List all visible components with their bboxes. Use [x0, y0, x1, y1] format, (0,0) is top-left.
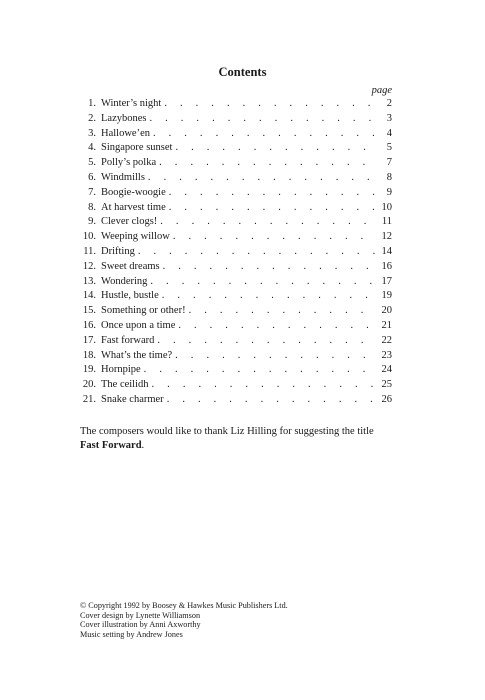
entry-page-number: 2: [386, 98, 392, 109]
contents-entry: [80, 319, 392, 334]
entry-number: 15.: [82, 305, 96, 317]
dot-leader: [175, 349, 375, 364]
dot-leader: [173, 230, 375, 245]
dot-leader: [178, 319, 375, 334]
entry-number: 5.: [88, 157, 96, 169]
entry-number: 18.: [82, 349, 96, 361]
contents-entry: [80, 141, 392, 156]
entry-number: 10.: [82, 231, 96, 243]
entry-title: Fast forward: [101, 334, 155, 346]
entry-page-number: 17: [381, 275, 392, 287]
entry-title: Drifting: [101, 245, 135, 257]
entry-number: 1.: [88, 98, 96, 109]
entry-title: What’s the time?: [101, 349, 173, 361]
entry-page-number: 10: [381, 201, 392, 213]
entry-number: 19.: [82, 364, 96, 376]
cover-design-line: Cover design by Lynette Williamson: [80, 610, 201, 620]
dot-leader: [159, 156, 375, 171]
acknowledgement-text: The composers would like to thank Liz Hilling for suggesting the title: [80, 426, 374, 437]
entry-page-number: 9: [386, 186, 392, 198]
entry-title: Weeping willow: [101, 231, 170, 243]
dot-leader: [153, 127, 375, 142]
entry-page-number: 26: [381, 393, 392, 405]
contents-entry: [80, 215, 392, 230]
entry-number: 14.: [82, 290, 96, 302]
contents-entry: [80, 378, 392, 393]
contents-entry: [80, 171, 392, 186]
contents-entry: [80, 289, 392, 304]
entry-title: Singapore sunset: [101, 142, 173, 154]
contents-entry: [80, 201, 392, 216]
entry-page-number: 20: [381, 305, 392, 317]
entry-title: Wondering: [101, 275, 148, 287]
entry-title: Windmills: [101, 171, 145, 183]
entry-number: 21.: [82, 393, 96, 405]
entry-title: Something or other!: [101, 305, 186, 317]
contents-entry: [80, 245, 392, 260]
dot-leader: [144, 363, 375, 378]
contents-entry: [80, 349, 392, 364]
dot-leader: [163, 260, 375, 275]
entry-title: Boogie-woogie: [101, 186, 166, 198]
page-column-label: page: [371, 85, 392, 96]
entry-title: Lazybones: [101, 112, 147, 124]
entry-number: 12.: [82, 260, 96, 272]
entry-page-number: 21: [381, 319, 392, 331]
entry-number: 8.: [88, 201, 96, 213]
contents-entry: [80, 230, 392, 245]
entry-title: Once upon a time: [101, 319, 176, 331]
entry-number: 20.: [82, 379, 96, 391]
entry-page-number: 5: [386, 142, 392, 154]
acknowledgement-book-title: Fast Forward: [80, 439, 142, 451]
contents-entry: [80, 393, 392, 408]
dot-leader: [160, 215, 375, 230]
entry-page-number: 23: [381, 349, 392, 361]
copyright-line: © Copyright 1992 by Boosey & Hawkes Music Publishers Ltd.: [80, 601, 288, 610]
entry-title: Snake charmer: [101, 393, 164, 405]
entry-page-number: 12: [381, 231, 392, 243]
entry-page-number: 8: [386, 171, 392, 183]
entry-number: 2.: [88, 112, 96, 124]
dot-leader: [152, 378, 375, 393]
entry-number: 3.: [88, 127, 96, 139]
contents-entry: [80, 97, 392, 112]
credits-block: [80, 601, 380, 639]
dot-leader: [167, 393, 375, 408]
entry-title: The ceilidh: [101, 379, 149, 391]
dot-leader: [169, 186, 375, 201]
entry-number: 4.: [88, 142, 96, 154]
contents-entry: [80, 334, 392, 349]
contents-entry: [80, 304, 392, 319]
entry-page-number: 24: [381, 364, 392, 376]
entry-page-number: 16: [381, 260, 392, 272]
entry-page-number: 11: [381, 216, 392, 228]
contents-entry: [80, 156, 392, 171]
entry-number: 9.: [88, 216, 96, 228]
acknowledgement: [80, 425, 410, 452]
contents-entry: [80, 260, 392, 275]
entry-number: 17.: [82, 334, 96, 346]
dot-leader: [189, 304, 375, 319]
dot-leader: [162, 289, 375, 304]
dot-leader: [157, 334, 375, 349]
contents-entry: [80, 275, 392, 290]
entry-number: 13.: [82, 275, 96, 287]
entry-title: Hornpipe: [101, 364, 141, 376]
dot-leader: [149, 112, 375, 127]
entry-title: Sweet dreams: [101, 260, 160, 272]
music-setting-line: Music setting by Andrew Jones: [80, 629, 183, 639]
entry-number: 6.: [88, 171, 96, 183]
entry-page-number: 3: [386, 112, 392, 124]
entry-title: Winter’s night: [101, 98, 162, 109]
entry-number: 7.: [88, 186, 96, 198]
dot-leader: [175, 141, 375, 156]
entry-page-number: 22: [381, 334, 392, 346]
entry-page-number: 19: [381, 290, 392, 302]
entry-number: 11.: [83, 245, 96, 257]
entry-number: 16.: [82, 319, 96, 331]
dot-leader: [150, 275, 375, 290]
dot-leader: [164, 97, 375, 112]
entry-page-number: 4: [386, 127, 392, 139]
contents-entry: [80, 186, 392, 201]
contents-entry: [80, 127, 392, 142]
entry-title: Hustle, bustle: [101, 290, 159, 302]
entry-title: Clever clogs!: [101, 216, 158, 228]
entry-page-number: 25: [381, 379, 392, 391]
entry-title: Polly’s polka: [101, 157, 157, 169]
entry-title: Hallowe’en: [101, 127, 150, 139]
acknowledgement-end: .: [141, 439, 145, 451]
cover-illustration-line: Cover illustration by Anni Axworthy: [80, 620, 201, 630]
dot-leader: [169, 201, 375, 216]
dot-leader: [138, 245, 375, 260]
entry-title: At harvest time: [101, 201, 166, 213]
contents-list: [80, 97, 392, 408]
page-title: Contents: [218, 65, 267, 79]
contents-entry: [80, 112, 392, 127]
entry-page-number: 7: [386, 157, 392, 169]
contents-entry: [80, 363, 392, 378]
entry-page-number: 14: [381, 245, 392, 257]
dot-leader: [148, 171, 375, 186]
